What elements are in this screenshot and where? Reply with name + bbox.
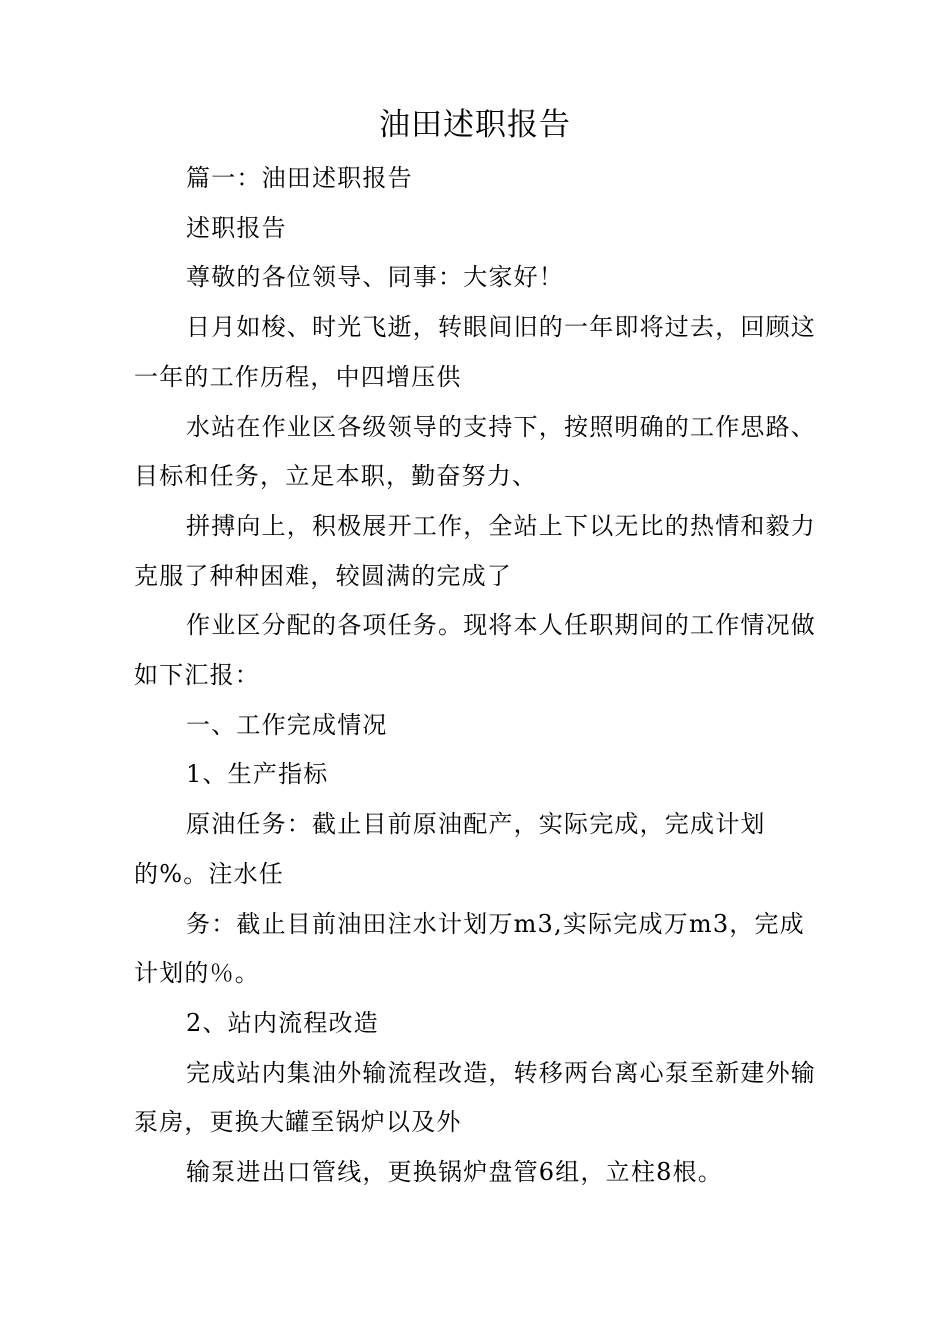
paragraph-crude-oil-task: 原油任务：截止目前原油配产，实际完成，完成计划的%。注水任 bbox=[134, 810, 766, 888]
paragraph-heading-work-completion: 一、工作完成情况 bbox=[186, 710, 388, 739]
paragraph-greeting: 尊敬的各位领导、同事：大家好！ bbox=[186, 263, 564, 292]
paragraph-heading-process-retrofit: 2、站内流程改造 bbox=[186, 1008, 379, 1037]
document-title: 油田述职报告 bbox=[379, 107, 571, 143]
paragraph-retrofit-1: 完成站内集油外输流程改造，转移两台离心泵至新建外输泵房，更换大罐至锅炉以及外 bbox=[134, 1058, 816, 1137]
document-body bbox=[134, 154, 826, 1198]
paragraph-heading-production-indicators: 1、生产指标 bbox=[186, 760, 329, 789]
paragraph-section-heading: 篇一：油田述职报告 bbox=[186, 164, 413, 192]
paragraph-water-injection-task: 务：截止目前油田注水计划万m3,实际完成万m3，完成计划的％。 bbox=[134, 909, 805, 988]
paragraph-intro-2: 水站在作业区各级领导的支持下，按照明确的工作思路、目标和任务，立足本职，勤奋努力、 bbox=[134, 412, 816, 491]
paragraph-intro-4: 作业区分配的各项任务。现将本人任职期间的工作情况做如下汇报： bbox=[134, 611, 816, 690]
paragraph-report-label: 述职报告 bbox=[186, 213, 287, 242]
paragraph-intro-3: 拼搏向上，积极展开工作，全站上下以无比的热情和毅力克服了种种困难，较圆满的完成了 bbox=[134, 511, 816, 590]
paragraph-intro-1: 日月如梭、时光飞逝，转眼间旧的一年即将过去，回顾这一年的工作历程，中四增压供 bbox=[134, 313, 816, 391]
paragraph-retrofit-2: 输泵进出口管线，更换锅炉盘管6组，立柱8根。 bbox=[186, 1158, 723, 1187]
